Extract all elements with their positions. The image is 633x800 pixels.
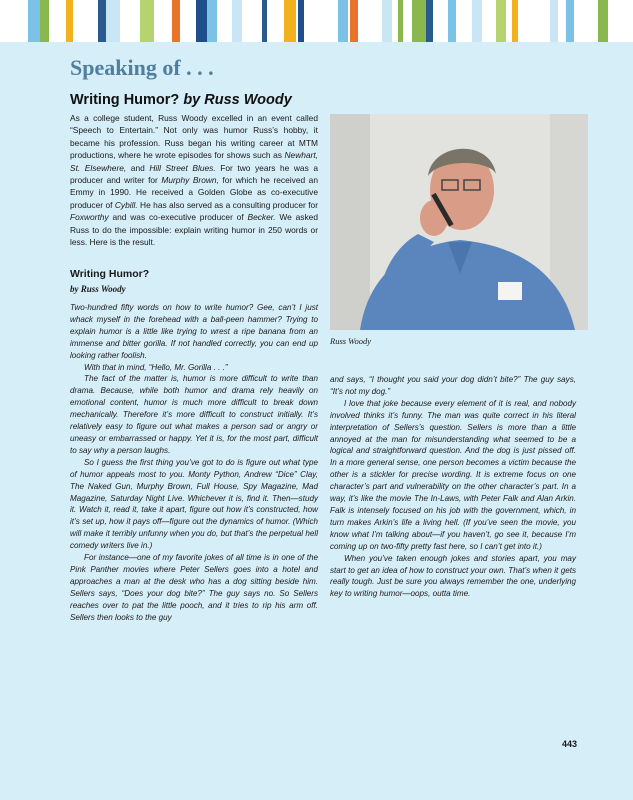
intro-title-italic: Murphy Brown, [161, 175, 219, 186]
intro-title-italic: Becker. [247, 212, 276, 223]
body-paragraph: With that in mind, “Hello, Mr. Gorilla . . .” [84, 362, 228, 372]
stripe [140, 0, 154, 42]
author-photo-illustration [330, 114, 588, 330]
stripe [28, 0, 40, 42]
intro-text: and was co-executive producer of [108, 212, 248, 223]
stripe [207, 0, 217, 42]
body-paragraph: and says, “I thought you said your dog didn’t bite?” The guy says, “It’s not my dog.” [330, 375, 576, 396]
stripe [66, 0, 73, 42]
body-paragraph: I love that joke because every element of it is real, and nobody involved thinks it’s funny. The man was quite correct in his literal interpretation of Sellers’s question. Sellers is more than a little annoyed at the man for misunderstanding what seemed to be a logical and straightforward question. And the dog is just pissed off. In a more general sense, one person becomes a victim because the other is a stickler for precise wording. It is extreme focus on one character’s part and vulnerability on the other character’s part. In a way, it’s like the movie The In-Laws, with Peter Falk and Alan Arkin. Falk is intensely focused on his job with the government, which, in turn makes Arkin’s life a living hell. (If you’ve seen the movie, you know what I’m talking about—if you haven’t, go see it, because I’m coming up on two-fifty pretty fast here, so I can’t get into it.) [330, 398, 576, 551]
intro-text: For two years he was a producer and writer for [70, 162, 318, 186]
body-column-right [330, 374, 576, 600]
stripe [106, 0, 120, 42]
intro-text: We asked Russ to do the impossible: explain writing humor in 250 words or less. Here is the result. [70, 212, 318, 248]
article-title [70, 92, 292, 108]
stripe [298, 0, 304, 42]
decorative-stripe-band [0, 0, 633, 42]
intro-title-italic: Hill Street Blues. [149, 162, 216, 173]
body-paragraph: The fact of the matter is, humor is more difficult to write than drama. Because, while both humor and drama rely heavily on emotional content, humor is much more difficult to break down mechanically. Therefore it’s more difficult to construct initially. It’s relatively easy to figure out what makes a person sad or angry or uneasy or embarrassed or happy. Yet it is, for the most part, difficult to say why a person laughs. [70, 374, 318, 455]
article-title-main: Writing Humor? [70, 92, 180, 108]
intro-paragraph [70, 112, 318, 248]
body-paragraph: Two-hundred fifty words on how to write humor? Gee, can’t I just whack myself in the forehead with a ball-peen hammer? Trying to explain humor is a little like trying to wrest a ripe banana from an immense and bitter gorilla. If not handled correctly, you can end up looking rather foolish. [70, 303, 318, 360]
stripe [412, 0, 426, 42]
intro-text: As a college student, Russ Woody excelled in an event called “Speech to Entertain.” Not only was humor Russ’s hobby, it became his profession. Russ began his writing career at MTM productions, where he wrote episodes for shows such as [70, 113, 318, 161]
stripe [284, 0, 296, 42]
stripe [232, 0, 242, 42]
body-paragraph: When you’ve taken enough jokes and stories apart, you may start to get an idea of how to construct your own. That’s when it gets really tough. Just be sure you always remember the one, underlying key to writing humor—oops, outta time. [330, 553, 576, 599]
stripe [472, 0, 482, 42]
stripe [172, 0, 180, 42]
stripe [262, 0, 267, 42]
stripe [98, 0, 106, 42]
stripe [398, 0, 403, 42]
intro-text: and [126, 162, 150, 173]
body-paragraph: So I guess the first thing you’ve got to do is figure out what type of humor appeals most to you. Monty Python, Andrew “Dice” Clay, The Naked Gun, Murphy Brown, Full House, Spy Magazine, Mad Magazine, Saturday Night Live. Whichever it is, find it. Then—study it. Watch it, read it, take it apart, figure out how it’s constructed, how it’s set up, how it pays off—figure out the dynamics of humor. (Which will make it terribly unfunny when you do, but that’s the perpetual hell comedy writers live in.) [70, 457, 318, 551]
body-paragraph: For instance—one of my favorite jokes of all time is in one of the Pink Panther movies where Peter Sellers goes into a hotel and approaches a man at the desk who has a dog sitting beside him. Sellers says, “Does your dog bite?” The guy says no. So Sellers reaches over to pat the little pooch, and it tries to rip his arm off. Sellers then looks to the guy [70, 553, 318, 622]
intro-text: He has also served as a consulting producer for [137, 199, 318, 210]
intro-title-italic: Foxworthy [70, 212, 109, 223]
section-kicker: Speaking of . . . [70, 55, 214, 80]
section-byline: by Russ Woody [70, 284, 126, 294]
stripe [598, 0, 608, 42]
stripe [382, 0, 392, 42]
stripe [338, 0, 348, 42]
stripe [512, 0, 518, 42]
article-title-byline: by Russ Woody [183, 92, 292, 108]
stripe [426, 0, 433, 42]
section-subhead: Writing Humor? [70, 268, 150, 280]
stripe [40, 0, 49, 42]
stripe [196, 0, 207, 42]
stripe [496, 0, 506, 42]
body-column-left [70, 302, 318, 623]
stripe [448, 0, 456, 42]
intro-title-italic: Newhart, St. Elsewhere, [70, 150, 318, 173]
stripe [566, 0, 574, 42]
photo-caption: Russ Woody [330, 336, 372, 346]
intro-text: for which he received an Emmy in 1990. He received a Golden Globe as co-executive producer of [70, 175, 318, 210]
stripe [550, 0, 558, 42]
page-number: 443 [561, 739, 577, 749]
author-photo [330, 114, 588, 330]
stripe [350, 0, 358, 42]
intro-title-italic: Cybill. [114, 199, 138, 210]
